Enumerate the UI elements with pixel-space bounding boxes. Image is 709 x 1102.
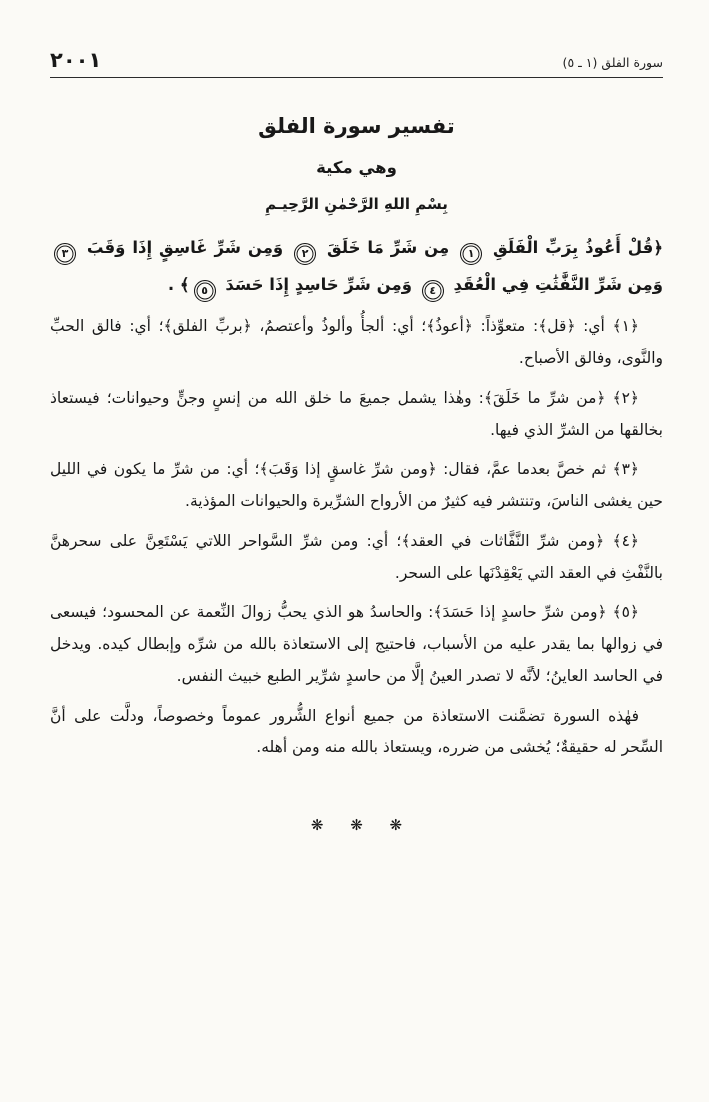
verse-number-badge-1: ١ <box>460 243 482 265</box>
quran-verse-text-2: مِن شَرِّ مَا خَلَقَ <box>327 238 450 257</box>
quran-verses-block <box>50 229 663 303</box>
end-of-section-ornament: ❋ ❋ ❋ <box>310 816 403 835</box>
page-number: ٢٠٠١ <box>50 48 102 72</box>
header-divider <box>50 77 663 78</box>
tafsir-paragraph-5: ﴿٥﴾ ﴿ومن شرِّ حاسدٍ إذا حَسَدَ﴾: والحاسدُ هو الذي يحبُّ زوالَ النِّعمة عن المحسود؛ فيسعى في زوالها بما يقدر عليه من الأسباب، فاحتيج إلى الاستعاذة بالله من شرِّه وإبطال كيده. ويدخل في الحاسد العاينُ؛ لأنَّه لا تصدر العينُ إلَّا من حاسدٍ شرِّير الطبع خبيث النفس. <box>50 603 663 685</box>
page-header <box>50 48 663 72</box>
verse-number-badge-2: ٢ <box>294 243 316 265</box>
quran-open-bracket: ﴿ <box>653 238 663 257</box>
basmala-calligraphy: بِسْمِ اللهِ الرَّحْمٰنِ الرَّحِيـمِ <box>265 195 448 213</box>
chapter-subtitle: وهي مكية <box>316 158 397 177</box>
chapter-title: تفسير سورة الفلق <box>258 114 455 138</box>
running-head-surah-range: سورة الفلق (١ ـ ٥) <box>562 55 663 70</box>
verse-number-badge-5: ٥ <box>194 280 216 302</box>
verse-number-badge-3: ٣ <box>54 243 76 265</box>
tafsir-paragraph-6: فهٰذه السورة تضمَّنت الاستعاذة من جميع أنواع الشُّرور عموماً وخصوصاً، ودلَّت على أنَّ السِّحر له حقيقةٌ؛ يُخشى من ضرره، ويستعاذ بالله منه ومن أهله. <box>50 706 663 757</box>
tafsir-paragraph-4: ﴿٤﴾ ﴿ومن شرِّ النَّفَّاثات في العقد﴾؛ أي: ومن شرِّ السَّواحر اللاتي يَسْتَعِنَّ على سحرهنَّ بالنَّفْثِ في العقد التي يَعْقِدْنَها على السحر. <box>50 531 663 582</box>
quran-verse-text-5: وَمِن شَرِّ حَاسِدٍ إِذَا حَسَدَ <box>225 275 412 295</box>
quran-verse-text-3: وَمِن شَرِّ غَاسِقٍ إِذَا وَقَبَ <box>86 238 284 257</box>
quran-verse-text-4: وَمِن شَرِّ النَّفَّٰثَٰتِ فِي الْعُقَدِ <box>453 275 663 295</box>
verse-number-badge-4: ٤ <box>422 280 444 302</box>
tafsir-paragraph-1: ﴿١﴾ أي: ﴿قل﴾: متعوِّذاً: ﴿أعوذُ﴾؛ أي: ألجأُ وألوذُ وأعتصمُ، ﴿بربِّ الفلق﴾؛ أي: فالق الحبِّ والنَّوى، وفالق الأصباح. <box>50 317 663 368</box>
tafsir-paragraph-3: ﴿٣﴾ ثم خصَّ بعدما عمَّ، فقال: ﴿ومن شرِّ غاسقٍ إذا وَقَبَ﴾؛ أي: من شرِّ ما يكون في الليل حين يغشى الناسَ، وتنتشر فيه كثيرٌ من الأرواح الشرِّيرة والحيوانات المؤذية. <box>50 460 663 511</box>
quran-verse-text-1: قُلْ أَعُوذُ بِرَبِّ الْفَلَقِ <box>492 238 654 257</box>
tafsir-body <box>50 311 663 764</box>
quran-close-bracket: ﴾ . <box>167 275 190 295</box>
tafsir-paragraph-2: ﴿٢﴾ ﴿من شرِّ ما خَلَقَ﴾: وهٰذا يشمل جميعَ ما خلق الله من إنسٍ وجنٍّ وحيوانات؛ فيستعاذ بخالقها من الشرِّ الذي فيها. <box>50 388 663 439</box>
